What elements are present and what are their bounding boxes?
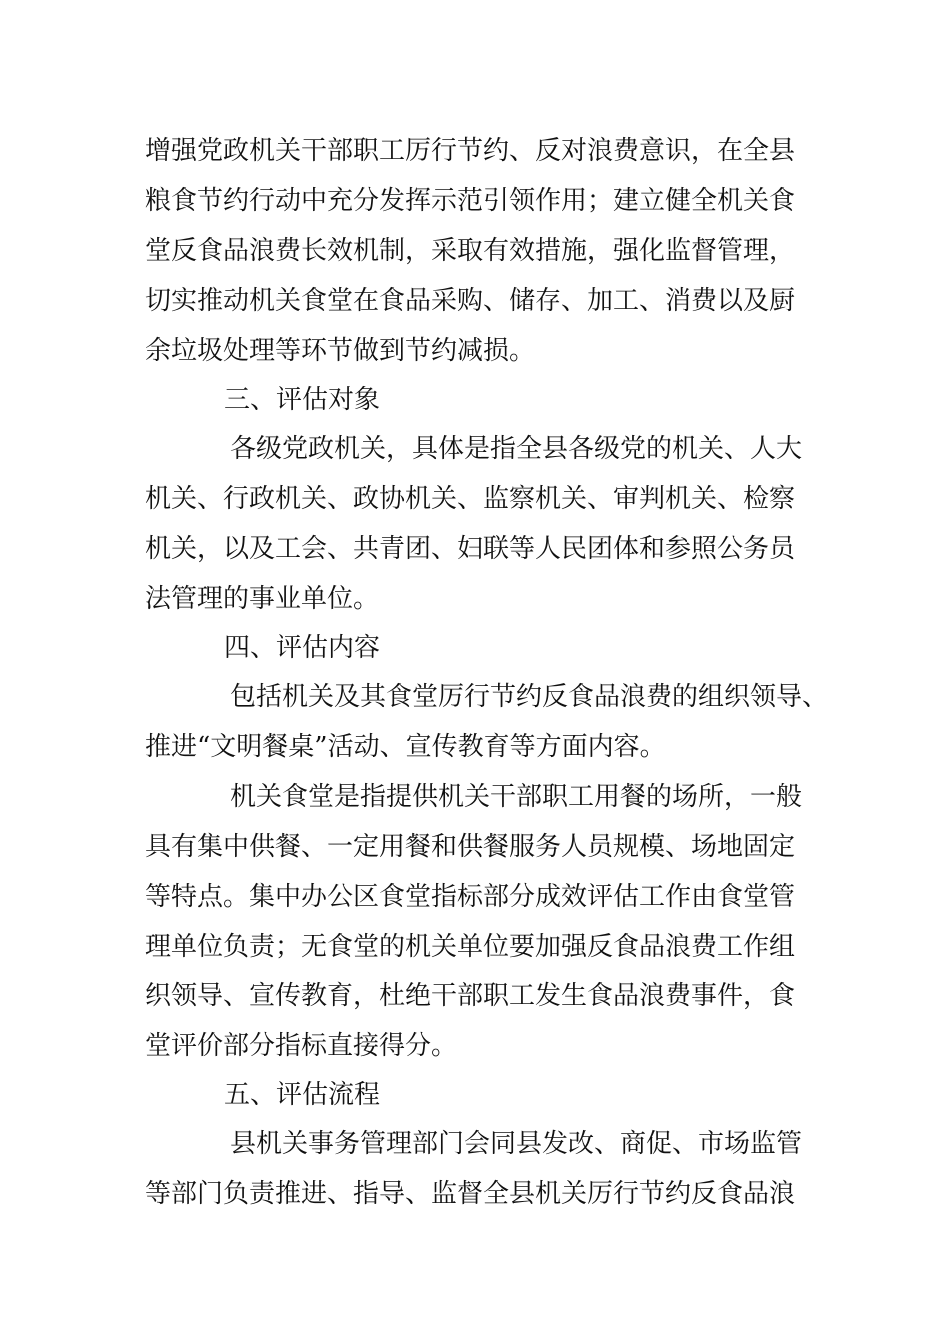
body-text-line: 机关、行政机关、政协机关、监察机关、审判机关、检察: [145, 484, 796, 514]
body-text-line: 织领导、宣传教育，杜绝干部职工发生食品浪费事件，食: [145, 981, 796, 1011]
body-text-line: 具有集中供餐、一定用餐和供餐服务人员规模、场地固定: [145, 832, 796, 862]
body-text-line: 增强党政机关干部职工厉行节约、反对浪费意识，在全县: [145, 136, 796, 166]
body-text-line: 余垃圾处理等环节做到节约减损。: [145, 336, 536, 366]
body-text-line: 堂评价部分指标直接得分。: [145, 1031, 458, 1061]
body-text-line: 切实推动机关食堂在食品采购、储存、加工、消费以及厨: [145, 286, 796, 316]
body-text-line: 粮食节约行动中充分发挥示范引领作用；建立健全机关食: [145, 186, 796, 216]
body-text-line: 县机关事务管理部门会同县发改、商促、市场监管: [230, 1129, 803, 1159]
body-text-line: 机关，以及工会、共青团、妇联等人民团体和参照公务员: [145, 534, 796, 564]
section-heading: 四、评估内容: [224, 633, 381, 663]
body-text-line: 推进“文明餐桌”活动、宣传教育等方面内容。: [145, 732, 666, 762]
body-text-line: 等部门负责推进、指导、监督全县机关厉行节约反食品浪: [145, 1179, 796, 1209]
body-text-line: 理单位负责；无食堂的机关单位要加强反食品浪费工作组: [145, 932, 796, 962]
body-text-line: 法管理的事业单位。: [145, 584, 380, 614]
body-text-line: 包括机关及其食堂厉行节约反食品浪费的组织领导、: [230, 682, 829, 712]
body-text-line: 机关食堂是指提供机关干部职工用餐的场所，一般: [230, 782, 803, 812]
body-text-line: 各级党政机关，具体是指全县各级党的机关、人大: [230, 434, 803, 464]
body-text-line: 等特点。集中办公区食堂指标部分成效评估工作由食堂管: [145, 882, 796, 912]
body-text-line: 堂反食品浪费长效机制，采取有效措施，强化监督管理，: [145, 236, 796, 266]
section-heading: 五、评估流程: [224, 1080, 381, 1110]
section-heading: 三、评估对象: [224, 385, 381, 415]
